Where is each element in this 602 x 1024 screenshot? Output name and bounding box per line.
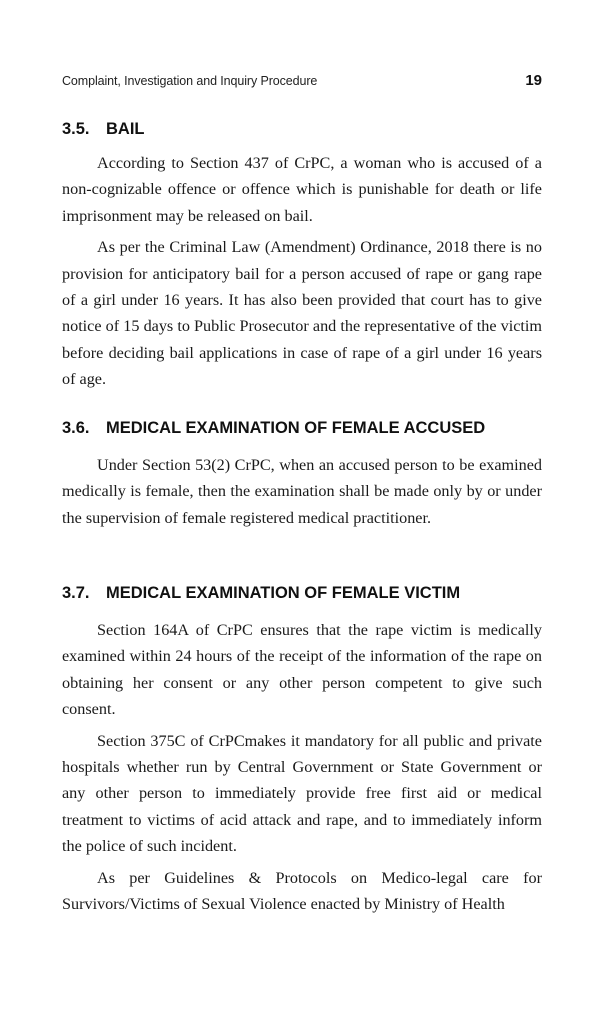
running-header xyxy=(62,72,542,92)
section-number: 3.5. xyxy=(62,120,90,138)
section-body-medical-examination-accused xyxy=(62,452,542,536)
paragraph: According to Section 437 of CrPC, a woman who is accused of a non-cognizable offence or offence which is punishable for death or life imprisonment may be released on bail. xyxy=(62,154,542,225)
paragraph: Section 164A of CrPC ensures that the rape victim is medically examined within 24 hours of the receipt of the information of the rape on obtaining her consent or any other person competent to give such consent. xyxy=(62,621,542,719)
section-title: MEDICAL EXAMINATION OF FEMALE VICTIM xyxy=(106,584,461,602)
section-title: MEDICAL EXAMINATION OF FEMALE ACCUSED xyxy=(106,419,486,437)
paragraph: As per Guidelines & Protocols on Medico-legal care for Survivors/Victims of Sexual Violence enacted by Ministry of Health xyxy=(62,868,542,914)
page-number: 19 xyxy=(525,72,542,89)
paragraph: As per the Criminal Law (Amendment) Ordinance, 2018 there is no provision for anticipatory bail for a person accused of rape or gang rape of a girl under 16 years. It has also been provided that court has to give notice of 15 days to Public Prosecutor and the representative of the victim before deciding bail applications in case of rape of a girl under 16 years of age. xyxy=(62,238,542,389)
section-heading-bail xyxy=(62,120,145,139)
section-heading-medical-examination-victim xyxy=(62,584,460,603)
section-number: 3.7. xyxy=(62,584,90,602)
running-header-title: Complaint, Investigation and Inquiry Procedure xyxy=(62,74,318,88)
section-number: 3.6. xyxy=(62,419,90,437)
section-body-medical-examination-victim xyxy=(62,617,542,922)
section-body-bail xyxy=(62,150,542,398)
section-title: BAIL xyxy=(106,120,145,138)
section-heading-medical-examination-accused xyxy=(62,419,485,438)
paragraph: Under Section 53(2) CrPC, when an accused person to be examined medically is female, then the examination shall be made only by or under the supervision of female registered medical practitioner. xyxy=(62,456,542,527)
paragraph: Section 375C of CrPCmakes it mandatory for all public and private hospitals whether run by Central Government or State Government or any other person to immediately provide free first aid or medical treatment to victims of acid attack and rape, and to immediately inform the police of such incident. xyxy=(62,731,542,856)
